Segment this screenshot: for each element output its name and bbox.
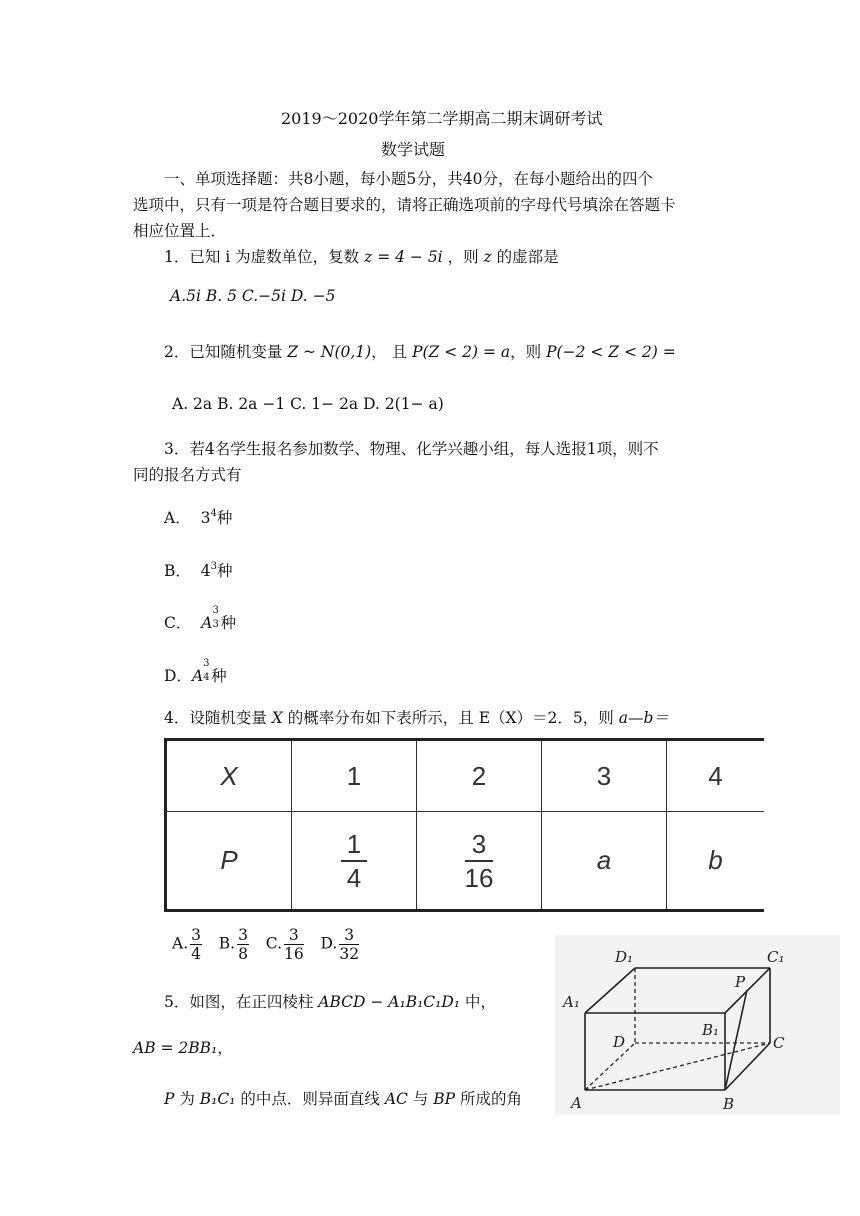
q4-opt-b-num: 3 (238, 926, 248, 944)
q4-text-a: 4．设随机变量 (164, 709, 272, 727)
table-cell-x3: 3 (542, 740, 667, 812)
question-2-stem (164, 340, 676, 362)
question-3-option-d (164, 658, 227, 686)
q2-text-b: ， 且 (371, 343, 413, 361)
label-d1: D₁ (615, 948, 634, 966)
q3-opt-d-label: D． (164, 667, 192, 685)
q4-opt-d-num: 3 (339, 926, 359, 945)
q3-opt-c-label: C． (164, 614, 192, 632)
q2-formula-3: P(−2 < Z < 2) = (546, 343, 676, 361)
prism-figure (555, 935, 840, 1115)
question-4-options (172, 926, 361, 963)
q3-opt-a-unit: 种 (216, 509, 233, 527)
q4-opt-b-label: B. (218, 934, 236, 953)
q4-expr-2: a—b＝ (618, 709, 669, 727)
q4-opt-c-label: C. (265, 934, 282, 953)
section-instructions-line1: 一、单项选择题：共8小题，每小题5分，共40分，在每小题给出的四个 (164, 170, 653, 188)
q4-text-b: 的概率分布如下表所示，且 (282, 709, 479, 727)
q5-line3-h: 所成的角 (455, 1090, 523, 1108)
p2-denominator: 16 (464, 862, 494, 893)
q1-text-b: ，则 (442, 248, 484, 266)
q4-opt-b-den: 8 (238, 945, 248, 963)
q3-opt-c-sub: 3 (212, 619, 219, 630)
q3-opt-a-base: 3 (200, 509, 211, 527)
question-5-line1 (164, 990, 496, 1012)
q5-ac: AC (384, 1090, 408, 1108)
table-row (166, 812, 765, 911)
q4-opt-a-label: A. (172, 934, 189, 953)
q3-opt-b-exp: 3 (210, 561, 217, 572)
q2-formula-2: P(Z < 2) = a (412, 343, 511, 361)
table-cell-p-header: P (166, 812, 292, 911)
label-b1: B₁ (702, 1021, 720, 1039)
q5-condition-tail: ， (217, 1039, 233, 1057)
table-cell-p2 (417, 812, 542, 911)
figure-background (555, 935, 840, 1115)
q4-opt-c-den: 16 (284, 945, 304, 963)
p1-denominator: 4 (346, 862, 362, 893)
q3-opt-b-base: 4 (200, 562, 211, 580)
q1-formula: z = 4 − 5i (364, 248, 443, 266)
q3-opt-b-label: B． (164, 562, 191, 580)
label-c1: C₁ (767, 948, 785, 966)
q3-opt-d-base: A (191, 667, 204, 685)
label-a: A (571, 1094, 582, 1112)
q5-prism: ABCD − A₁B₁C₁D₁ (318, 993, 461, 1011)
q3-opt-c-sup: 3 (212, 605, 219, 616)
q3-opt-c-unit: 种 (220, 614, 236, 632)
section-instructions-line3: 相应位置上． (133, 222, 227, 240)
q3-opt-d-unit: 种 (211, 667, 227, 685)
q3-opt-c-base: A (201, 614, 213, 632)
label-b: B (723, 1095, 735, 1113)
table-row (166, 740, 765, 812)
q5-p: P (164, 1090, 175, 1108)
q5-line3-f: 与 (407, 1090, 434, 1108)
q4-opt-a-den: 4 (191, 945, 201, 963)
p1-numerator: 1 (341, 828, 367, 862)
question-5-line3 (164, 1087, 522, 1109)
q5-line3-d: 的中点．则异面直线 (235, 1090, 385, 1108)
question-1-stem (164, 245, 559, 267)
q3-opt-a-label: A． (164, 509, 191, 527)
section-instructions-line2: 选项中，只有一项是符合题目要求的，请将正确选项前的字母代号填涂在答题卡 (133, 196, 676, 214)
table-cell-x4: 4 (667, 740, 765, 812)
probability-table (164, 738, 764, 912)
q5-text-a: 5．如图，在正四棱柱 (164, 993, 319, 1011)
label-p: P (735, 973, 746, 991)
question-5-line2 (133, 1036, 233, 1058)
question-2-options: A. 2a B. 2a −1 C. 1− 2a D. 2(1− a) (172, 395, 444, 413)
q4-expr: E（X）＝2．5 (478, 709, 583, 727)
question-3-option-c (164, 605, 236, 633)
table-cell-x-header: X (166, 740, 292, 812)
q5-bp: BP (433, 1090, 456, 1108)
page-title: 2019～2020学年第二学期高二期末调研考试 (281, 109, 603, 128)
q3-opt-d-sup: 3 (203, 658, 210, 669)
q4-opt-d-den: 32 (339, 945, 360, 963)
q4-text-c: ，则 (582, 709, 619, 727)
q4-var: X (271, 709, 283, 727)
question-1-options: A.5i B. 5 C.−5i D. −5 (170, 287, 336, 305)
q2-text-c: ，则 (510, 343, 547, 361)
question-3-line2: 同的报名方式有 (133, 466, 242, 484)
p2-numerator: 3 (465, 828, 494, 862)
q5-b1c1: B₁C₁ (199, 1090, 236, 1108)
page-subtitle: 数学试题 (381, 140, 446, 159)
question-3-option-b (164, 559, 233, 581)
q3-opt-b-unit: 种 (217, 562, 233, 580)
q4-opt-c-num: 3 (284, 926, 304, 945)
q5-line3-b: 为 (174, 1090, 200, 1108)
q3-opt-d-sub: 4 (203, 672, 210, 683)
q5-condition: AB = 2BB₁ (133, 1039, 218, 1057)
table-cell-p1 (292, 812, 417, 911)
q1-var: z (483, 248, 492, 266)
label-c: C (773, 1034, 785, 1052)
table-cell-x2: 2 (417, 740, 542, 812)
q5-text-b: 中， (460, 993, 496, 1011)
question-3-option-a (164, 506, 232, 528)
q1-text-c: 的虚部是 (491, 248, 559, 266)
q3-opt-a-exp: 4 (210, 508, 217, 519)
q2-formula-1: Z ~ N(0,1) (287, 343, 372, 361)
question-4-stem (164, 706, 669, 728)
question-3-line1: 3．若4名学生报名参加数学、物理、化学兴趣小组，每人选报1项，则不 (164, 440, 659, 458)
table-cell-p4: b (667, 812, 765, 911)
q2-text-a: 2．已知随机变量 (164, 343, 288, 361)
table-cell-p3: a (542, 812, 667, 911)
label-a1: A₁ (563, 993, 580, 1011)
q1-text-a: 1．已知 i 为虚数单位，复数 (164, 248, 365, 266)
table-cell-x1: 1 (292, 740, 417, 812)
q4-opt-a-num: 3 (191, 926, 201, 944)
q4-opt-d-label: D. (320, 934, 338, 953)
label-d: D (613, 1033, 626, 1051)
